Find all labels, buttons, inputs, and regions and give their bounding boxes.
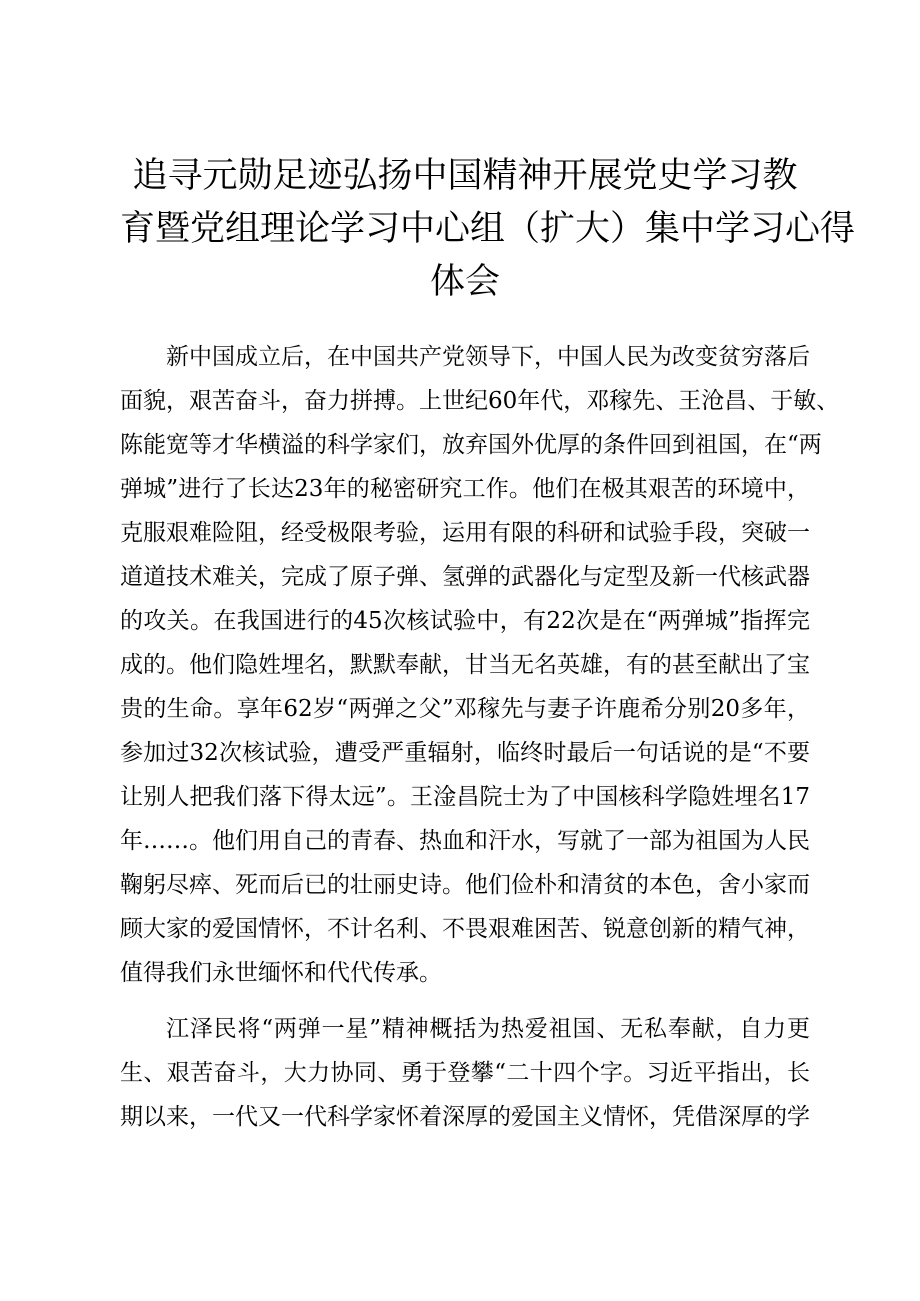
text-line: 顾大家的爱国情怀，不计名利、不畏艰难困苦、锐意创新的精气神， bbox=[120, 916, 810, 942]
text-line: 年……。他们用自己的青春、热血和汗水，写就了一部为祖国为人民 bbox=[120, 828, 810, 854]
text-line: 弹城”进行了长达23年的秘密研究工作。他们在极其艰苦的环境中， bbox=[120, 476, 810, 502]
text-line: 贵的生命。享年62岁“两弹之父”邓稼先与妻子许鹿希分别20多年， bbox=[120, 696, 810, 722]
text-line: 成的。他们隐姓埋名，默默奉献，甘当无名英雄，有的甚至献出了宝 bbox=[120, 652, 810, 678]
paragraph-gap bbox=[120, 995, 810, 1007]
text-line: 鞠躬尽瘁、死而后已的壮丽史诗。他们俭朴和清贫的本色，舍小家而 bbox=[120, 872, 810, 898]
text-line: 新中国成立后，在中国共产党领导下，中国人民为改变贫穷落后 bbox=[166, 344, 810, 370]
title-line: 体会 bbox=[429, 262, 500, 302]
text-line: 道道技术难关，完成了原子弹、氢弹的武器化与定型及新一代核武器 bbox=[120, 564, 810, 590]
text-line: 的攻关。在我国进行的45次核试验中，有22次是在“两弹城”指挥完 bbox=[120, 608, 810, 634]
document-body bbox=[120, 335, 840, 1139]
document-title bbox=[120, 150, 856, 309]
text-line: 让别人把我们落下得太远”。王淦昌院士为了中国核科学隐姓埋名17 bbox=[120, 784, 810, 810]
paragraph-2 bbox=[120, 1007, 810, 1139]
paragraph-1 bbox=[120, 335, 840, 995]
text-line: 参加过32次核试验，遭受严重辐射，临终时最后一句话说的是“不要 bbox=[120, 740, 810, 766]
title-line: 育暨党组理论学习中心组（扩大）集中学习心得 bbox=[120, 209, 856, 249]
text-line: 生、艰苦奋斗，大力协同、勇于登攀“二十四个字。习近平指出，长 bbox=[120, 1060, 810, 1086]
title-line: 追寻元勋足迹弘扬中国精神开展党史学习教 bbox=[132, 156, 798, 196]
text-line: 陈能宽等才华横溢的科学家们，放弃国外优厚的条件回到祖国，在“两 bbox=[120, 432, 822, 458]
text-line: 期以来，一代又一代科学家怀着深厚的爱国主义情怀，凭借深厚的学 bbox=[120, 1104, 810, 1130]
text-line: 值得我们永世缅怀和代代传承。 bbox=[120, 960, 442, 986]
text-line: 面貌，艰苦奋斗，奋力拼搏。上世纪60年代，邓稼先、王沧昌、于敏、 bbox=[120, 388, 840, 414]
text-line: 江泽民将“两弹一星”精神概括为热爱祖国、无私奉献，自力更 bbox=[166, 1016, 810, 1042]
text-line: 克服艰难险阻，经受极限考验，运用有限的科研和试验手段，突破一 bbox=[120, 520, 810, 546]
